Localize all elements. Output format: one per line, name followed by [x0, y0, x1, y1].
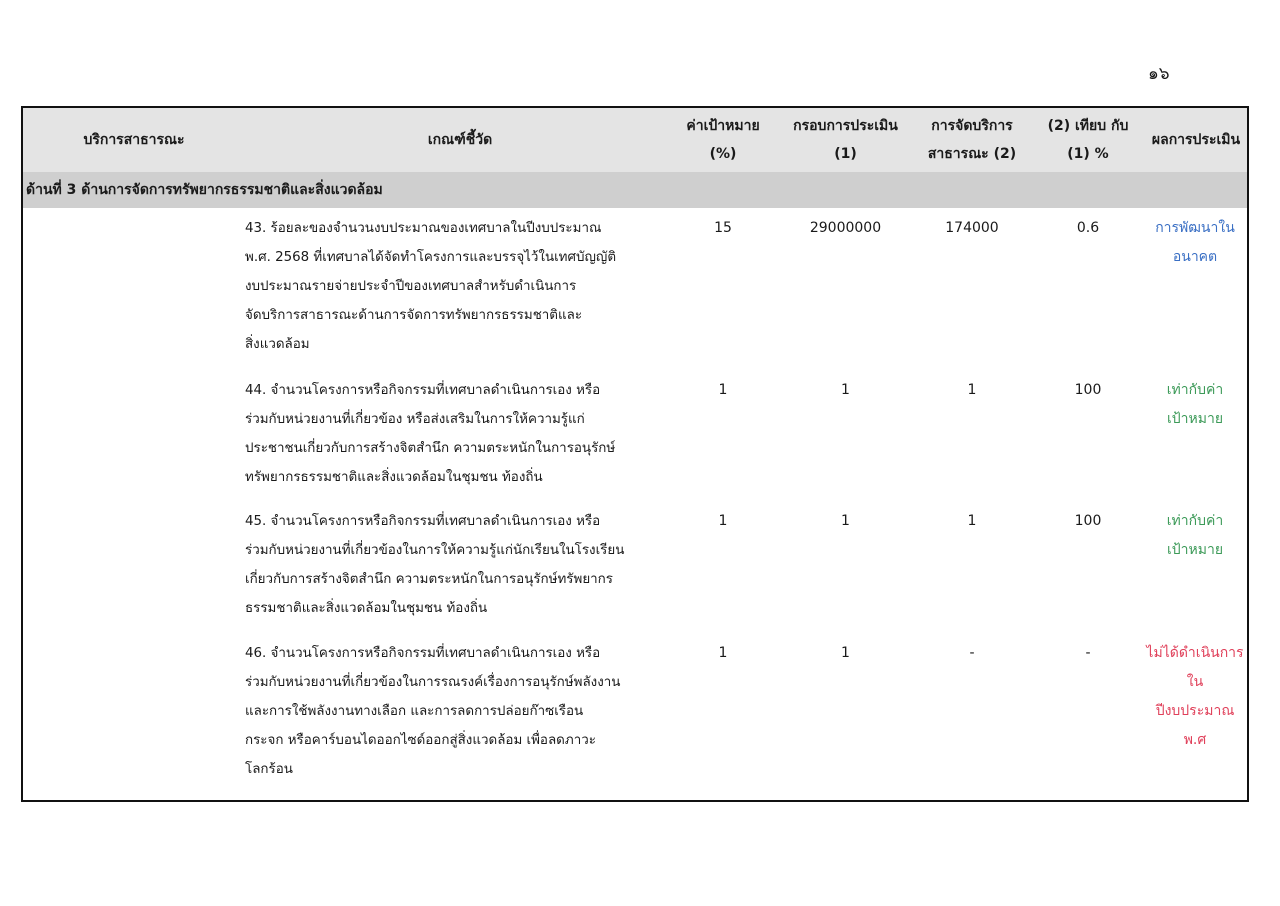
page-number: ๑๖	[1148, 64, 1170, 84]
frame-value: 1	[841, 382, 850, 398]
target-value: 15	[714, 220, 732, 236]
header-service: บริการสาธารณะ	[83, 132, 185, 148]
result-text: เท่ากับค่า เป้าหมาย	[1166, 513, 1224, 558]
target-value: 1	[718, 645, 728, 661]
header-result: ผลการประเมิน	[1151, 132, 1241, 148]
ratio-value: 100	[1074, 382, 1102, 398]
section-title: ด้านที่ 3 ด้านการจัดการทรัพยากรธรรมชาติและสิ่งแวดล้อม	[23, 172, 1247, 208]
header-frame: กรอบการประเมิน (1)	[793, 118, 898, 162]
frame-value: 29000000	[809, 220, 882, 236]
ratio-value: -	[1085, 645, 1091, 661]
ratio-value: 100	[1074, 513, 1102, 529]
result-text: ไม่ได้ดำเนินการ ใน ปีงบประมาณ พ.ศ	[1146, 645, 1244, 748]
provision-value: 1	[967, 513, 977, 529]
result-text: การพัฒนาใน อนาคต	[1155, 220, 1235, 265]
criteria-text: 44. จำนวนโครงการหรือกิจกรรมที่เทศบาลดำเนินการเอง หรือ ร่วมกับหน่วยงานที่เกี่ยวข้อง หรือส่งเสริมในการให้ความรู้แก่ ประชาชนเกี่ยวกับการสร้างจิตสำนึก ความตระหนักในการอนุรักษ์ ทรัพยากรธรรมชาติและสิ่งแวดล้อมในชุมชน ท้องถิ่น	[245, 383, 616, 485]
frame-value: 1	[841, 513, 850, 529]
evaluation-table	[21, 106, 1249, 802]
header-provision: การจัดบริการ สาธารณะ (2)	[927, 118, 1017, 162]
provision-value: 174000	[945, 220, 999, 236]
criteria-text: 46. จำนวนโครงการหรือกิจกรรมที่เทศบาลดำเนินการเอง หรือ ร่วมกับหน่วยงานที่เกี่ยวข้องในการรณรงค์เรื่องการอนุรักษ์พลังงาน และการใช้พลังงานทางเลือก และการลดการปล่อยก๊าซเรือน กระจก หรือคาร์บอนไดออกไซด์ออกสู่สิ่งแวดล้อม เพื่อลดภาวะ โลกร้อน	[245, 646, 621, 777]
header-ratio: (2) เทียบ กับ (1) %	[1047, 118, 1129, 162]
target-value: 1	[718, 513, 728, 529]
header-target: ค่าเป้าหมาย (%)	[686, 118, 760, 162]
target-value: 1	[718, 382, 728, 398]
header-criteria: เกณฑ์ชี้วัด	[427, 132, 493, 148]
criteria-text: 45. จำนวนโครงการหรือกิจกรรมที่เทศบาลดำเนินการเอง หรือ ร่วมกับหน่วยงานที่เกี่ยวข้องในการให้ความรู้แก่นักเรียนในโรงเรียน เกี่ยวกับการสร้างจิตสำนึก ความตระหนักในการอนุรักษ์ทรัพยากร ธรรมชาติและสิ่งแวดล้อมในชุมชน ท้องถิ่น	[245, 514, 625, 616]
result-text: เท่ากับค่า เป้าหมาย	[1166, 382, 1224, 427]
provision-value: 1	[967, 382, 977, 398]
frame-value: 1	[841, 645, 850, 661]
table-header	[23, 108, 1247, 173]
criteria-text: 43. ร้อยละของจำนวนงบประมาณของเทศบาลในปีงบประมาณ พ.ศ. 2568 ที่เทศบาลได้จัดทำโครงการและบรรจุไว้ในเทศบัญญัติ งบประมาณรายจ่ายประจำปีของเทศบาลสำหรับดำเนินการ จัดบริการสาธารณะด้านการจัดการทรัพยากรธรรมชาติและ สิ่งแวดล้อม	[245, 221, 617, 352]
provision-value: -	[969, 645, 975, 661]
ratio-value: 0.6	[1076, 220, 1100, 236]
